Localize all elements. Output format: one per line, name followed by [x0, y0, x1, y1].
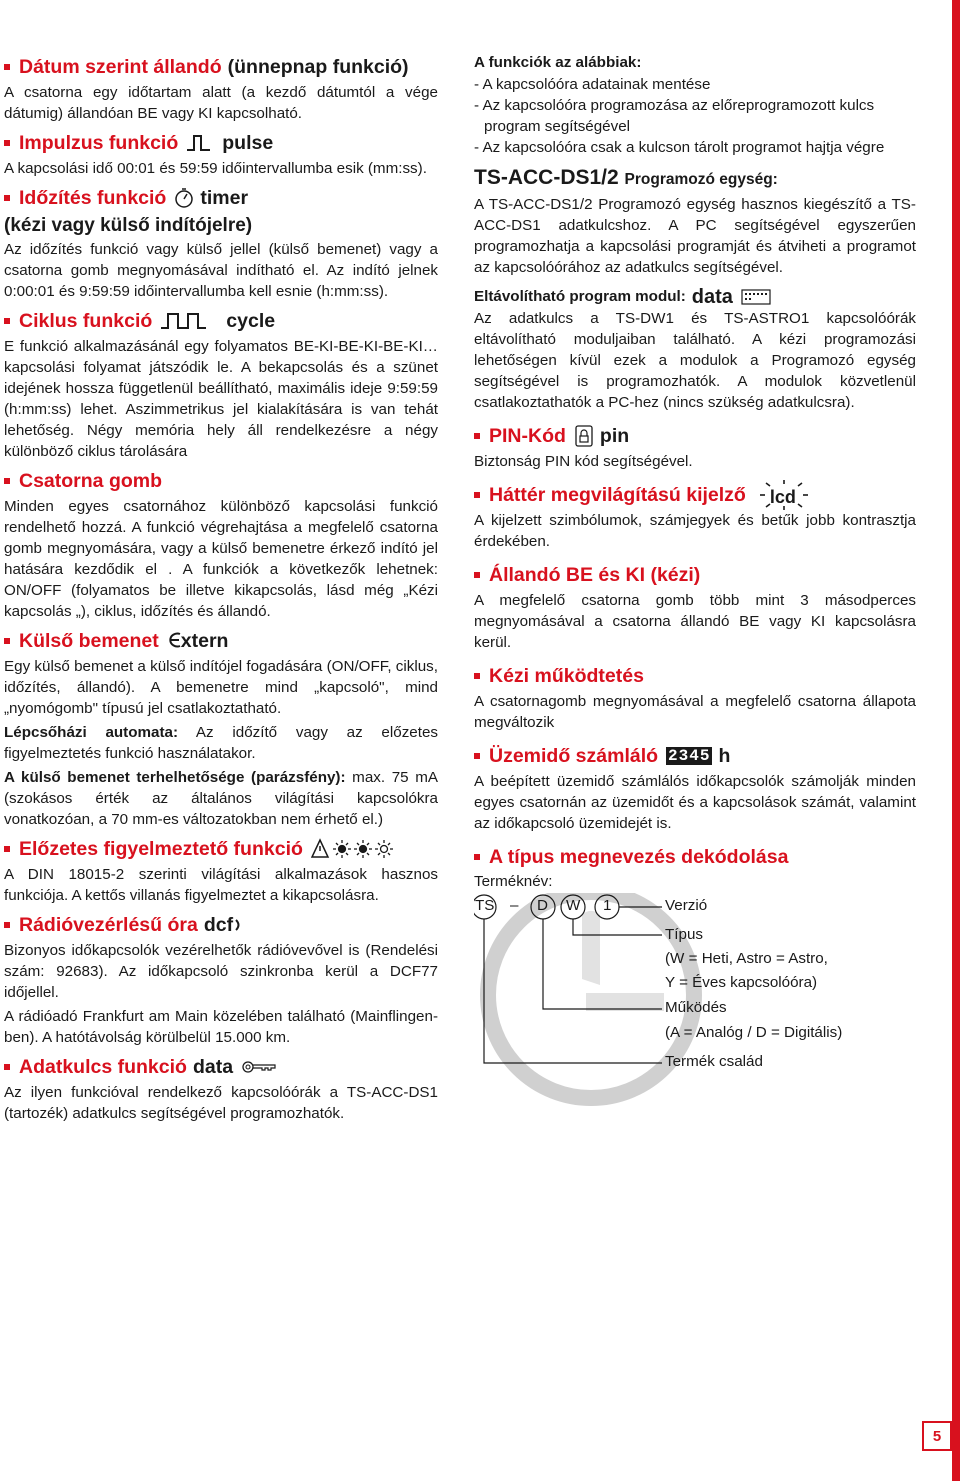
code-dash: –: [510, 897, 519, 914]
label-verzio: Verzió: [665, 897, 708, 914]
section-impulzus: [4, 128, 438, 179]
section-text: Az adatkulcs a TS-DW1 és TS-ASTRO1 kapcsolóórák eltávolítható moduljaiban található. A kézi programozási lehetőségen kívül ezek a modulok a Programozó egység segítségével is programozhatók. A modulok közvetlenül csatlakoztathatók a PC-hez (nincs szükség adatkulcsra).: [474, 310, 916, 411]
module-card-icon: [741, 288, 771, 306]
bullet-icon: [4, 318, 10, 324]
backlight-lcd-icon: lcd: [760, 480, 808, 510]
section-text: Az időzítés funkció vagy külső jellel (külső bemenet) vagy a csatorna gomb megnyomásával indítható el. Az indító jelnek 0:00:01 és 9:59:59 időintervallumba kell esnie (h:mm:ss).: [4, 241, 438, 300]
type-decoder-diagram: [474, 893, 916, 1113]
bullet-icon: [4, 846, 10, 852]
right-column: [474, 52, 916, 1117]
warning-flash-icon: [311, 838, 395, 860]
key-icon: [241, 1059, 277, 1075]
modul-heading: Eltávolítható program modul: data: [474, 286, 916, 308]
bullet-icon: [4, 64, 10, 70]
bullet-icon: [4, 638, 10, 644]
bullet-icon: [474, 433, 480, 439]
section-elozetes: [4, 834, 438, 906]
termeknev-label: Terméknév:: [474, 873, 553, 890]
section-csatorna: [4, 466, 438, 622]
code-ts: TS: [475, 897, 495, 914]
pulse-icon: [186, 133, 216, 153]
bullet-icon: [4, 1064, 10, 1070]
section-heading: Háttér megvilágítású kijelző lcd: [474, 480, 916, 510]
section-text: A kijelzett szimbólumok, számjegyek és betűk jobb kontrasztja érdekében.: [474, 512, 916, 550]
bullet-icon: [4, 195, 10, 201]
section-heading: Impulzus funkció pulse: [4, 128, 438, 158]
section-kezi: [474, 661, 916, 733]
section-text: A DIN 18015-2 szerinti világítási alkalmazások hasznos funkciója. A kettős villanás figyelmeztet a kikapcsolásra.: [4, 866, 438, 904]
bullet-icon: [474, 673, 480, 679]
page-number: 5: [922, 1421, 952, 1451]
section-heading: Dátum szerint állandó (ünnepnap funkció): [4, 52, 438, 82]
section-adatkulcs: [4, 1052, 438, 1124]
section-text: A megfelelő csatorna gomb több mint 3 másodperces megnyomásával a csatorna állandó BE vagy KI kapcsolásra kerül.: [474, 592, 916, 651]
section-heading: Állandó BE és KI (kézi): [474, 560, 916, 590]
bullet-icon: [474, 854, 480, 860]
label-tipus-detail: Y = Éves kapcsolóóra): [665, 974, 818, 991]
code-w: W: [566, 897, 581, 914]
section-text: A kapcsolási idő 00:01 és 59:59 időintervallumba esik (mm:ss).: [4, 160, 427, 177]
section-uzemido: [474, 741, 916, 834]
section-pin: [474, 421, 916, 472]
bullet-icon: [474, 492, 480, 498]
ts-programozo-heading: TS-ACC-DS1/2 Programozó egység:: [474, 166, 778, 189]
label-termek-csalad: Termék család: [665, 1053, 763, 1070]
cycle-icon: [160, 311, 220, 331]
section-text: A rádióadó Frankfurt am Main közelében található (Mainflingen-ben). A hatótávolság körülbelül 15.000 km.: [4, 1008, 438, 1046]
label-tipus: Típus: [665, 926, 703, 943]
page-edge-bar: [952, 0, 960, 1481]
funkciok-heading: A funkciók az alábbiak:: [474, 54, 642, 71]
list-item: - A kapcsolóóra adatainak mentése: [474, 76, 711, 93]
bullet-icon: [4, 922, 10, 928]
section-hatter: [474, 480, 916, 552]
section-idozites: [4, 183, 438, 302]
section-ciklus: [4, 306, 438, 462]
section-kulso: [4, 626, 438, 830]
label-mukodes: Működés: [665, 999, 727, 1016]
lepcsohazi-note: Lépcsőházi automata: Az időzítő vagy az előzetes figyelmeztetés funkció használatakor.: [4, 724, 439, 762]
bullet-icon: [474, 753, 480, 759]
section-text: A csatornagomb megnyomásával a megfelelő csatorna állapota megváltozik: [474, 693, 916, 731]
section-text: A TS-ACC-DS1/2 Programozó egység hasznos kiegészítő a TS-ACC-DS1 adatkulcshoz. A PC segítségével egyszerűen programozhatja a kapcsolási programját és átviheti a programot az kapcsolóórához az adatkulcs segítségével.: [474, 196, 916, 276]
section-text: Bizonyos időkapcsolók vezérelhetők rádióvevővel is (Rendelési szám: 92683). Az időkapcsoló szinkronba kerül a DCF77 időjellel.: [4, 942, 438, 1001]
section-heading: PIN-Kód pin: [474, 421, 916, 451]
section-tipus: [474, 842, 916, 1113]
terhelhetoseg-note: A külső bemenet terhelhetősége (parázsfény): max. 75 mA (szokásos érték az általános világítási kapcsolókra vonatkozóan, a 70 mm-es változatokban nem érhető el.): [4, 769, 438, 828]
section-heading: Üzemidő számláló 2345 h: [474, 741, 916, 771]
section-allando: [474, 560, 916, 653]
section-text: Az ilyen funkcióval rendelkező kapcsolóórák a TS-ACC-DS1 (tartozék) adatkulcs segítségével programozhatók.: [4, 1084, 438, 1122]
list-item: - Az kapcsolóóra csak a kulcson tárolt programot hajtja végre: [474, 139, 885, 156]
section-heading: A típus megnevezés dekódolása: [474, 842, 916, 872]
stopwatch-icon: [174, 187, 194, 209]
lock-icon: [574, 424, 594, 448]
section-datum: [4, 52, 438, 124]
radio-wave-icon: [234, 917, 242, 933]
section-radio: [4, 910, 438, 1048]
bullet-icon: [474, 572, 480, 578]
bullet-icon: [4, 140, 10, 146]
section-heading: Adatkulcs funkció data: [4, 1052, 438, 1082]
section-heading: Rádióvezérlésű óra dcf: [4, 910, 438, 940]
section-heading: Csatorna gomb: [4, 466, 438, 496]
section-text: Minden egyes csatornához különböző kapcsolási funkció rendelhető hozzá. A funkció végrehajtása a megfelelő csatorna gomb megnyomására, vagy a külső bemenetre érkező indító jel hatására kezdődik el . A funkciók a következők lehetnek: ON/OFF (folyamatos be illetve kikapcsolás, lásd még „Kézi kapcsolás „), ciklus, időzítés és állandó.: [4, 498, 438, 620]
section-text: Biztonság PIN kód segítségével.: [474, 453, 693, 470]
section-text: E funkció alkalmazásánál egy folyamatos BE-KI-BE-KI-BE-KI… kapcsolási folyamat játszódik le. A bekapcsolás és a szünet idejének hossza függetlenül beállítható, maximális ideje 9:59:59 (h:mm:ss) lehet. Aszimmetrikus jel kialakítására is van tehát lehetőség. Négy memória hely áll rendelkezésre a négy különböző ciklus tárolására: [4, 338, 438, 460]
section-heading: Időzítés funkció timer: [4, 183, 438, 213]
label-mukodes-detail: (A = Analóg / D = Digitális): [665, 1024, 843, 1041]
section-text: A beépített üzemidő számlálós időkapcsolók számolják minden egyes csatornán az üzemidőt és a kapcsolások számát, valamint az időkapcsoló üzemidejét is.: [474, 773, 916, 832]
digits-display-icon: 2345: [668, 747, 711, 765]
section-text: A csatorna egy időtartam alatt (a kezdő dátumtól a vége dátumig) állandóan BE vagy KI kapcsolható.: [4, 84, 438, 122]
section-subheading: (kézi vagy külső indítójelre): [4, 215, 253, 236]
section-heading: Előzetes figyelmeztető funkció: [4, 834, 438, 864]
section-heading: Külső bemenet xtern: [4, 626, 438, 656]
left-column: [4, 52, 438, 1128]
section-heading: Ciklus funkció cycle: [4, 306, 438, 336]
section-text: Egy külső bemenet a külső indítójel fogadására (ON/OFF, ciklus, időzítés, állandó). A bemenetre mind „kapcsoló", mind „nyomógomb" típusú jel csatlakoztatható.: [4, 658, 438, 717]
label-tipus-detail: (W = Heti, Astro = Astro,: [665, 950, 828, 967]
section-heading: Kézi működtetés: [474, 661, 916, 691]
bullet-icon: [4, 478, 10, 484]
code-1: 1: [603, 897, 612, 914]
code-d: D: [537, 897, 548, 914]
extern-e-icon: [169, 632, 181, 648]
list-item: - Az kapcsolóóra programozása az előreprogramozott kulcs program segítségével: [474, 97, 875, 135]
